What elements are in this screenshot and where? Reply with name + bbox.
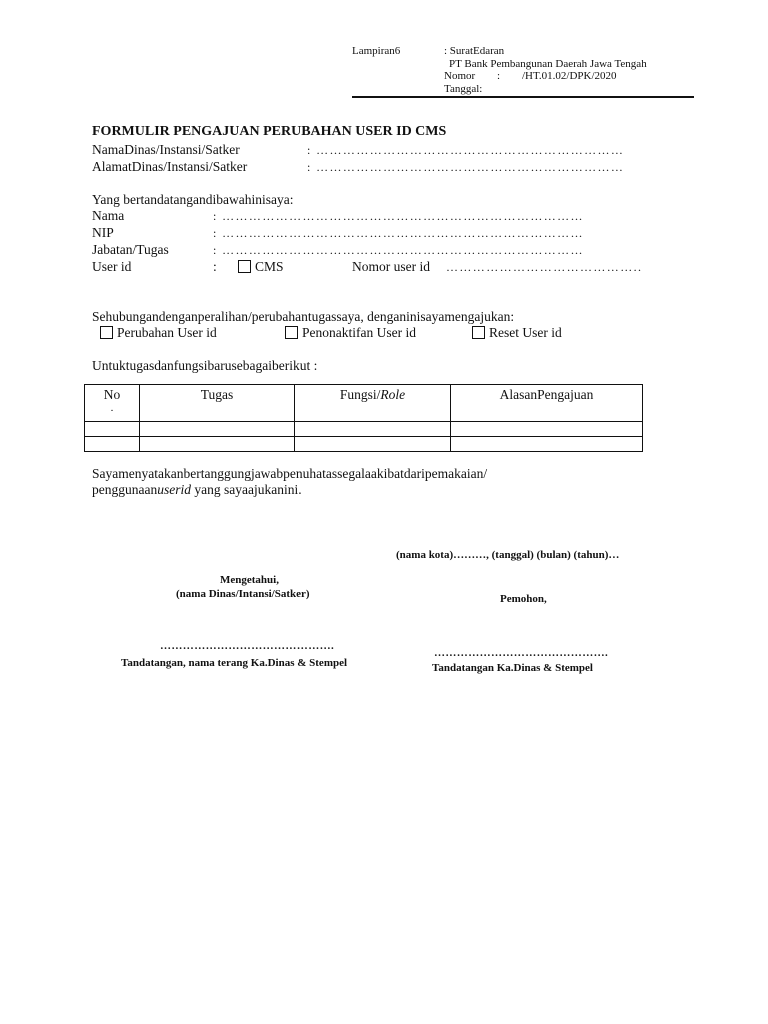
user-id-colon: : <box>213 259 217 274</box>
statement-userid: userid <box>157 482 191 497</box>
alamat-dinas-label: AlamatDinas/Instansi/Satker <box>92 159 248 174</box>
table-header-row <box>85 385 643 422</box>
reset-label: Reset User id <box>489 325 562 340</box>
col-alasan <box>451 385 643 422</box>
col-fungsi-role: Role <box>380 387 406 402</box>
col-no <box>85 385 140 422</box>
untuk-text: Untuktugasdanfungsibarusebagaiberikut : <box>92 358 318 373</box>
table-cell[interactable] <box>85 422 140 437</box>
table-cell[interactable] <box>140 422 295 437</box>
table-cell[interactable] <box>451 422 643 437</box>
nama-field[interactable]: : ……………………………………………………………………… <box>213 209 584 223</box>
alamat-dinas-field[interactable]: : …………………………………………………………… <box>307 160 625 174</box>
nomor-user-id-label: Nomor user id <box>352 259 430 274</box>
signature-line-right: ………………………………………. <box>434 647 609 659</box>
table-row <box>85 422 643 437</box>
nama-label: Nama <box>92 208 125 223</box>
col-tugas <box>140 385 295 422</box>
nama-dinas-field[interactable]: : …………………………………………………………… <box>307 143 625 157</box>
penonaktifan-label: Penonaktifan User id <box>302 325 416 340</box>
perubahan-label: Perubahan User id <box>117 325 217 340</box>
statement-line-2 <box>92 482 302 498</box>
perubahan-checkbox[interactable] <box>100 326 113 339</box>
statement-suffix: yang sayaajukanini. <box>190 482 302 497</box>
col-no-dot: . <box>110 402 114 414</box>
option-perubahan[interactable] <box>100 325 217 341</box>
reset-checkbox[interactable] <box>472 326 485 339</box>
lampiran-value: : SuratEdaran <box>444 45 505 57</box>
right-signature-caption: Tandatangan Ka.Dinas & Stempel <box>432 662 593 674</box>
statement-prefix: penggunaan <box>92 482 158 497</box>
tugas-table <box>84 384 643 452</box>
place-date: (nama kota)………, (tanggal) (bulan) (tahun)… <box>396 549 620 561</box>
intro-text: Yang bertandatangandibawahinisaya: <box>92 192 294 207</box>
col-tugas-label: Tugas <box>200 387 234 402</box>
user-id-label: User id <box>92 259 132 274</box>
nama-dinas-label: NamaDinas/Instansi/Satker <box>92 142 240 157</box>
nama-dinas-caption: (nama Dinas/Intansi/Satker) <box>176 588 310 600</box>
col-fungsi-label: Fungsi/ <box>339 387 381 402</box>
col-fungsi <box>295 385 451 422</box>
table-cell[interactable] <box>295 422 451 437</box>
nip-label: NIP <box>92 225 114 240</box>
table-cell[interactable] <box>451 437 643 452</box>
option-reset[interactable] <box>472 325 562 341</box>
table-cell[interactable] <box>295 437 451 452</box>
pemohon-label: Pemohon, <box>500 593 547 605</box>
header-divider <box>352 96 694 98</box>
signature-line-left: ………………………………………. <box>160 640 335 652</box>
nomor-colon: : <box>497 70 501 82</box>
tanggal-label: Tanggal: <box>444 83 483 95</box>
left-signature-caption: Tandatangan, nama terang Ka.Dinas & Stempel <box>121 657 348 669</box>
jabatan-label: Jabatan/Tugas <box>92 242 169 257</box>
cms-option[interactable] <box>238 259 284 275</box>
sehubungan-text: Sehubungandenganperalihan/perubahantugassaya, denganinisayamengajukan: <box>92 309 515 324</box>
penonaktifan-checkbox[interactable] <box>285 326 298 339</box>
table-cell[interactable] <box>85 437 140 452</box>
option-penonaktifan[interactable] <box>285 325 416 341</box>
nomor-label: Nomor <box>444 70 476 82</box>
nomor-value: /HT.01.02/DPK/2020 <box>522 70 617 82</box>
jabatan-field[interactable]: : ……………………………………………………………………… <box>213 243 584 257</box>
col-no-label: No <box>103 387 121 402</box>
cms-label: CMS <box>255 259 284 274</box>
col-alasan-label: AlasanPengajuan <box>499 387 594 402</box>
lampiran-label: Lampiran6 <box>352 45 401 57</box>
nomor-user-id-field[interactable]: …………………………………….. <box>446 260 643 274</box>
form-title: FORMULIR PENGAJUAN PERUBAHAN USER ID CMS <box>92 124 447 139</box>
cms-checkbox[interactable] <box>238 260 251 273</box>
bank-name: PT Bank Pembangunan Daerah Jawa Tengah <box>449 58 647 70</box>
nip-field[interactable]: : ……………………………………………………………………… <box>213 226 584 240</box>
table-row <box>85 437 643 452</box>
mengetahui-label: Mengetahui, <box>220 574 279 586</box>
statement-line-1: Sayamenyatakanbertanggungjawabpenuhatassegalaakibatdaripemakaian/ <box>92 466 488 481</box>
table-cell[interactable] <box>140 437 295 452</box>
